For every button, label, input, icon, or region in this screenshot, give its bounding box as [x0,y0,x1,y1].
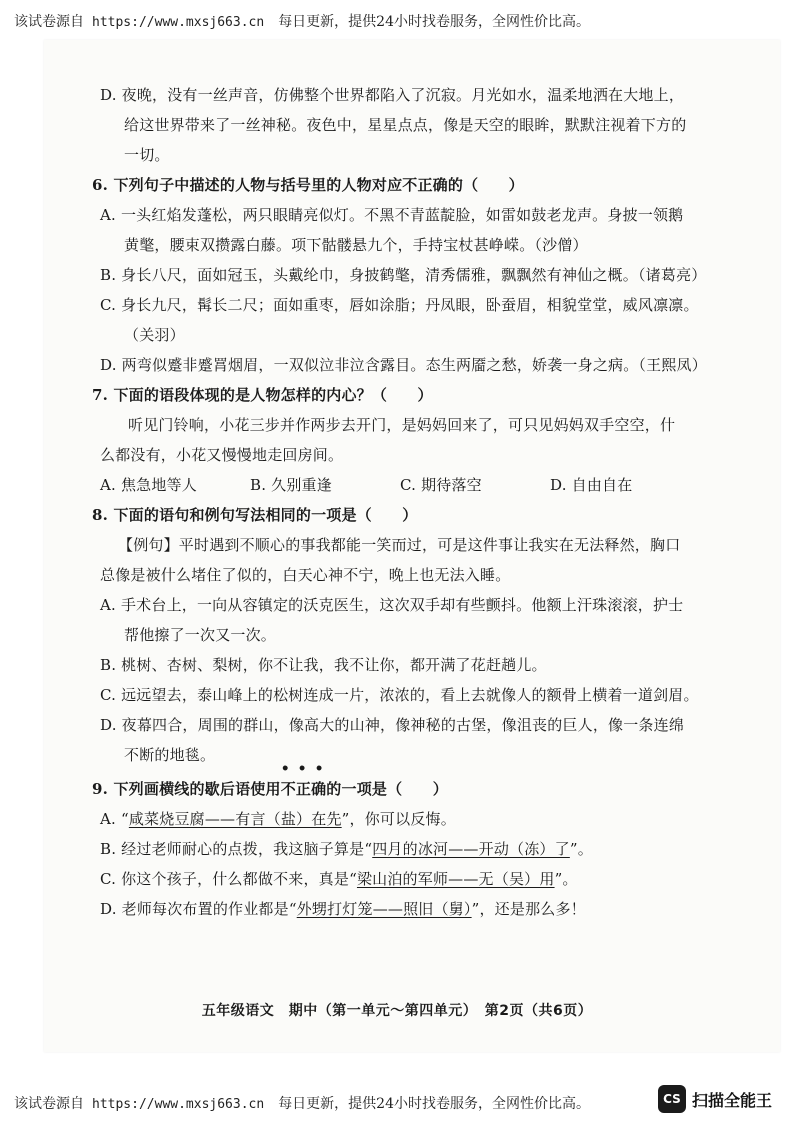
q9-stem-emphasis [280,761,332,804]
q9-stem [66,761,706,804]
q9-option-d [66,894,706,924]
q5-option-d-line3: 一切。 [124,146,170,164]
q9-b-pre: B. 经过老师耐心的点拨，我这脑子算是“ [100,840,373,858]
exam-content [66,80,706,924]
q7-option-b: B. 久别重逢 [250,476,332,494]
q9-a-underlined: 咸菜烧豆腐——有言（盐）在先 [128,810,342,828]
q7-passage-line2: 么都没有，小花又慢慢地走回房间。 [100,446,344,464]
q9-stem-post: 的一项是（ ） [326,780,448,798]
top-source-banner [14,10,590,34]
q6-option-a-line2: 黄氅，腰束双攒露白藤。项下骷髅悬九个，手持宝杖甚峥嵘。（沙僧） [124,236,588,254]
q5-option-d-line1: D. 夜晚，没有一丝声音，仿佛整个世界都陷入了沉寂。月光如水，温柔地洒在大地上， [100,86,685,104]
q9-option-c [66,864,706,894]
q8-option-a-line1: A. 手术台上，一向从容镇定的沃克医生，这次双手却有些颤抖。他额上汗珠滚滚，护士 [100,596,684,614]
q8-option-b: B. 桃树、杏树、梨树，你不让我，我不让你，都开满了花赶趟儿。 [100,656,547,674]
q9-a-post: ”，你可以反悔。 [341,810,456,828]
banner-suffix: 每日更新，提供24小时找卷服务，全网性价比高。 [278,14,591,30]
q9-b-post: ”。 [569,840,593,858]
camscanner-logo-icon: CS [658,1085,686,1113]
q8-option-c: C. 远远望去，泰山峰上的松树连成一片，浓浓的，看上去就像人的额骨上横着一道剑眉。 [100,686,699,704]
q6-option-a-line1: A. 一头红焰发蓬松，两只眼睛亮似灯。不黑不青蓝靛脸，如雷如鼓老龙声。身披一领鹅 [100,206,684,224]
banner-prefix: 该试卷源自 [14,14,84,30]
q9-c-post: ”。 [554,870,578,888]
q8-example-line1: 【例句】平时遇到不顺心的事我都能一笑而过，可是这件事让我实在无法释然，胸口 [118,536,681,554]
q9-c-pre: C. 你这个孩子，什么都做不来，真是“ [100,870,357,888]
q6-option-c-line1: C. 身长九尺，髯长二尺；面如重枣，唇如涂脂；丹凤眼，卧蚕眉，相貌堂堂，威风凛凛。 [100,296,699,314]
q9-a-pre: A. “ [100,810,129,828]
q7-option-c: C. 期待落空 [400,476,482,494]
q7-option-a: A. 焦急地等人 [100,476,197,494]
banner-prefix: 该试卷源自 [14,1096,84,1112]
q9-option-a [66,804,706,834]
page-footer: 五年级语文 期中（第一单元～第四单元） 第2页（共6页） [201,1003,593,1019]
q9-d-post: ”，还是那么多！ [471,900,586,918]
q8-option-a-line2: 帮他擦了一次又一次。 [124,626,277,644]
q9-stem-pre: 9. 下列画横线的歇后语使用 [92,780,281,798]
q6-option-c-line2: （关羽） [124,326,185,344]
banner-url-link[interactable]: https://www.mxsj663.cn [92,1097,265,1112]
q6-option-b: B. 身长八尺，面如冠玉，头戴纶巾，身披鹤氅，清秀儒雅，飘飘然有神仙之概。（诸葛亮） [100,266,707,284]
q9-stem-mark: 不正确 [280,780,327,798]
q6-option-d: D. 两弯似蹙非蹙罥烟眉，一双似泣非泣含露目。态生两靥之愁，娇袭一身之病。（王熙凤） [100,356,707,374]
q8-option-d-line2: 不断的地毯。 [124,746,216,764]
q9-c-underlined: 梁山泊的军师——无（吴）用 [356,870,555,888]
banner-url-link[interactable]: https://www.mxsj663.cn [92,15,265,30]
q9-d-underlined: 外甥打灯笼——照旧（舅） [296,900,472,918]
bottom-source-banner [14,1092,590,1116]
q7-passage-line1: 听见门铃响，小花三步并作两步去开门，是妈妈回来了，可只见妈妈双手空空，什 [128,416,676,434]
q9-option-b [66,834,706,864]
q8-stem: 8. 下面的语句和例句写法相同的一项是（ ） [92,506,418,524]
banner-suffix: 每日更新，提供24小时找卷服务，全网性价比高。 [278,1096,591,1112]
camscanner-label: 扫描全能王 [692,1090,773,1110]
q7-options [66,470,706,500]
q8-option-d-line1: D. 夜幕四合，周围的群山，像高大的山神，像神秘的古堡，像沮丧的巨人，像一条连绵 [100,716,685,734]
emphasis-dots-icon: ••• [280,761,332,777]
camscanner-badge [658,1083,794,1115]
q9-b-underlined: 四月的冰河——开动（冻）了 [372,840,570,858]
q7-stem: 7. 下面的语段体现的是人物怎样的内心？（ ） [92,386,433,404]
q5-option-d-line2: 给这世界带来了一丝神秘。夜色中，星星点点，像是天空的眼眸，默默注视着下方的 [124,116,687,134]
q8-example-line2: 总像是被什么堵住了似的，白天心神不宁，晚上也无法入睡。 [100,566,511,584]
q6-stem: 6. 下列句子中描述的人物与括号里的人物对应不正确的（ ） [92,176,524,194]
q9-d-pre: D. 老师每次布置的作业都是“ [100,900,297,918]
q7-option-d: D. 自由自在 [550,476,633,494]
